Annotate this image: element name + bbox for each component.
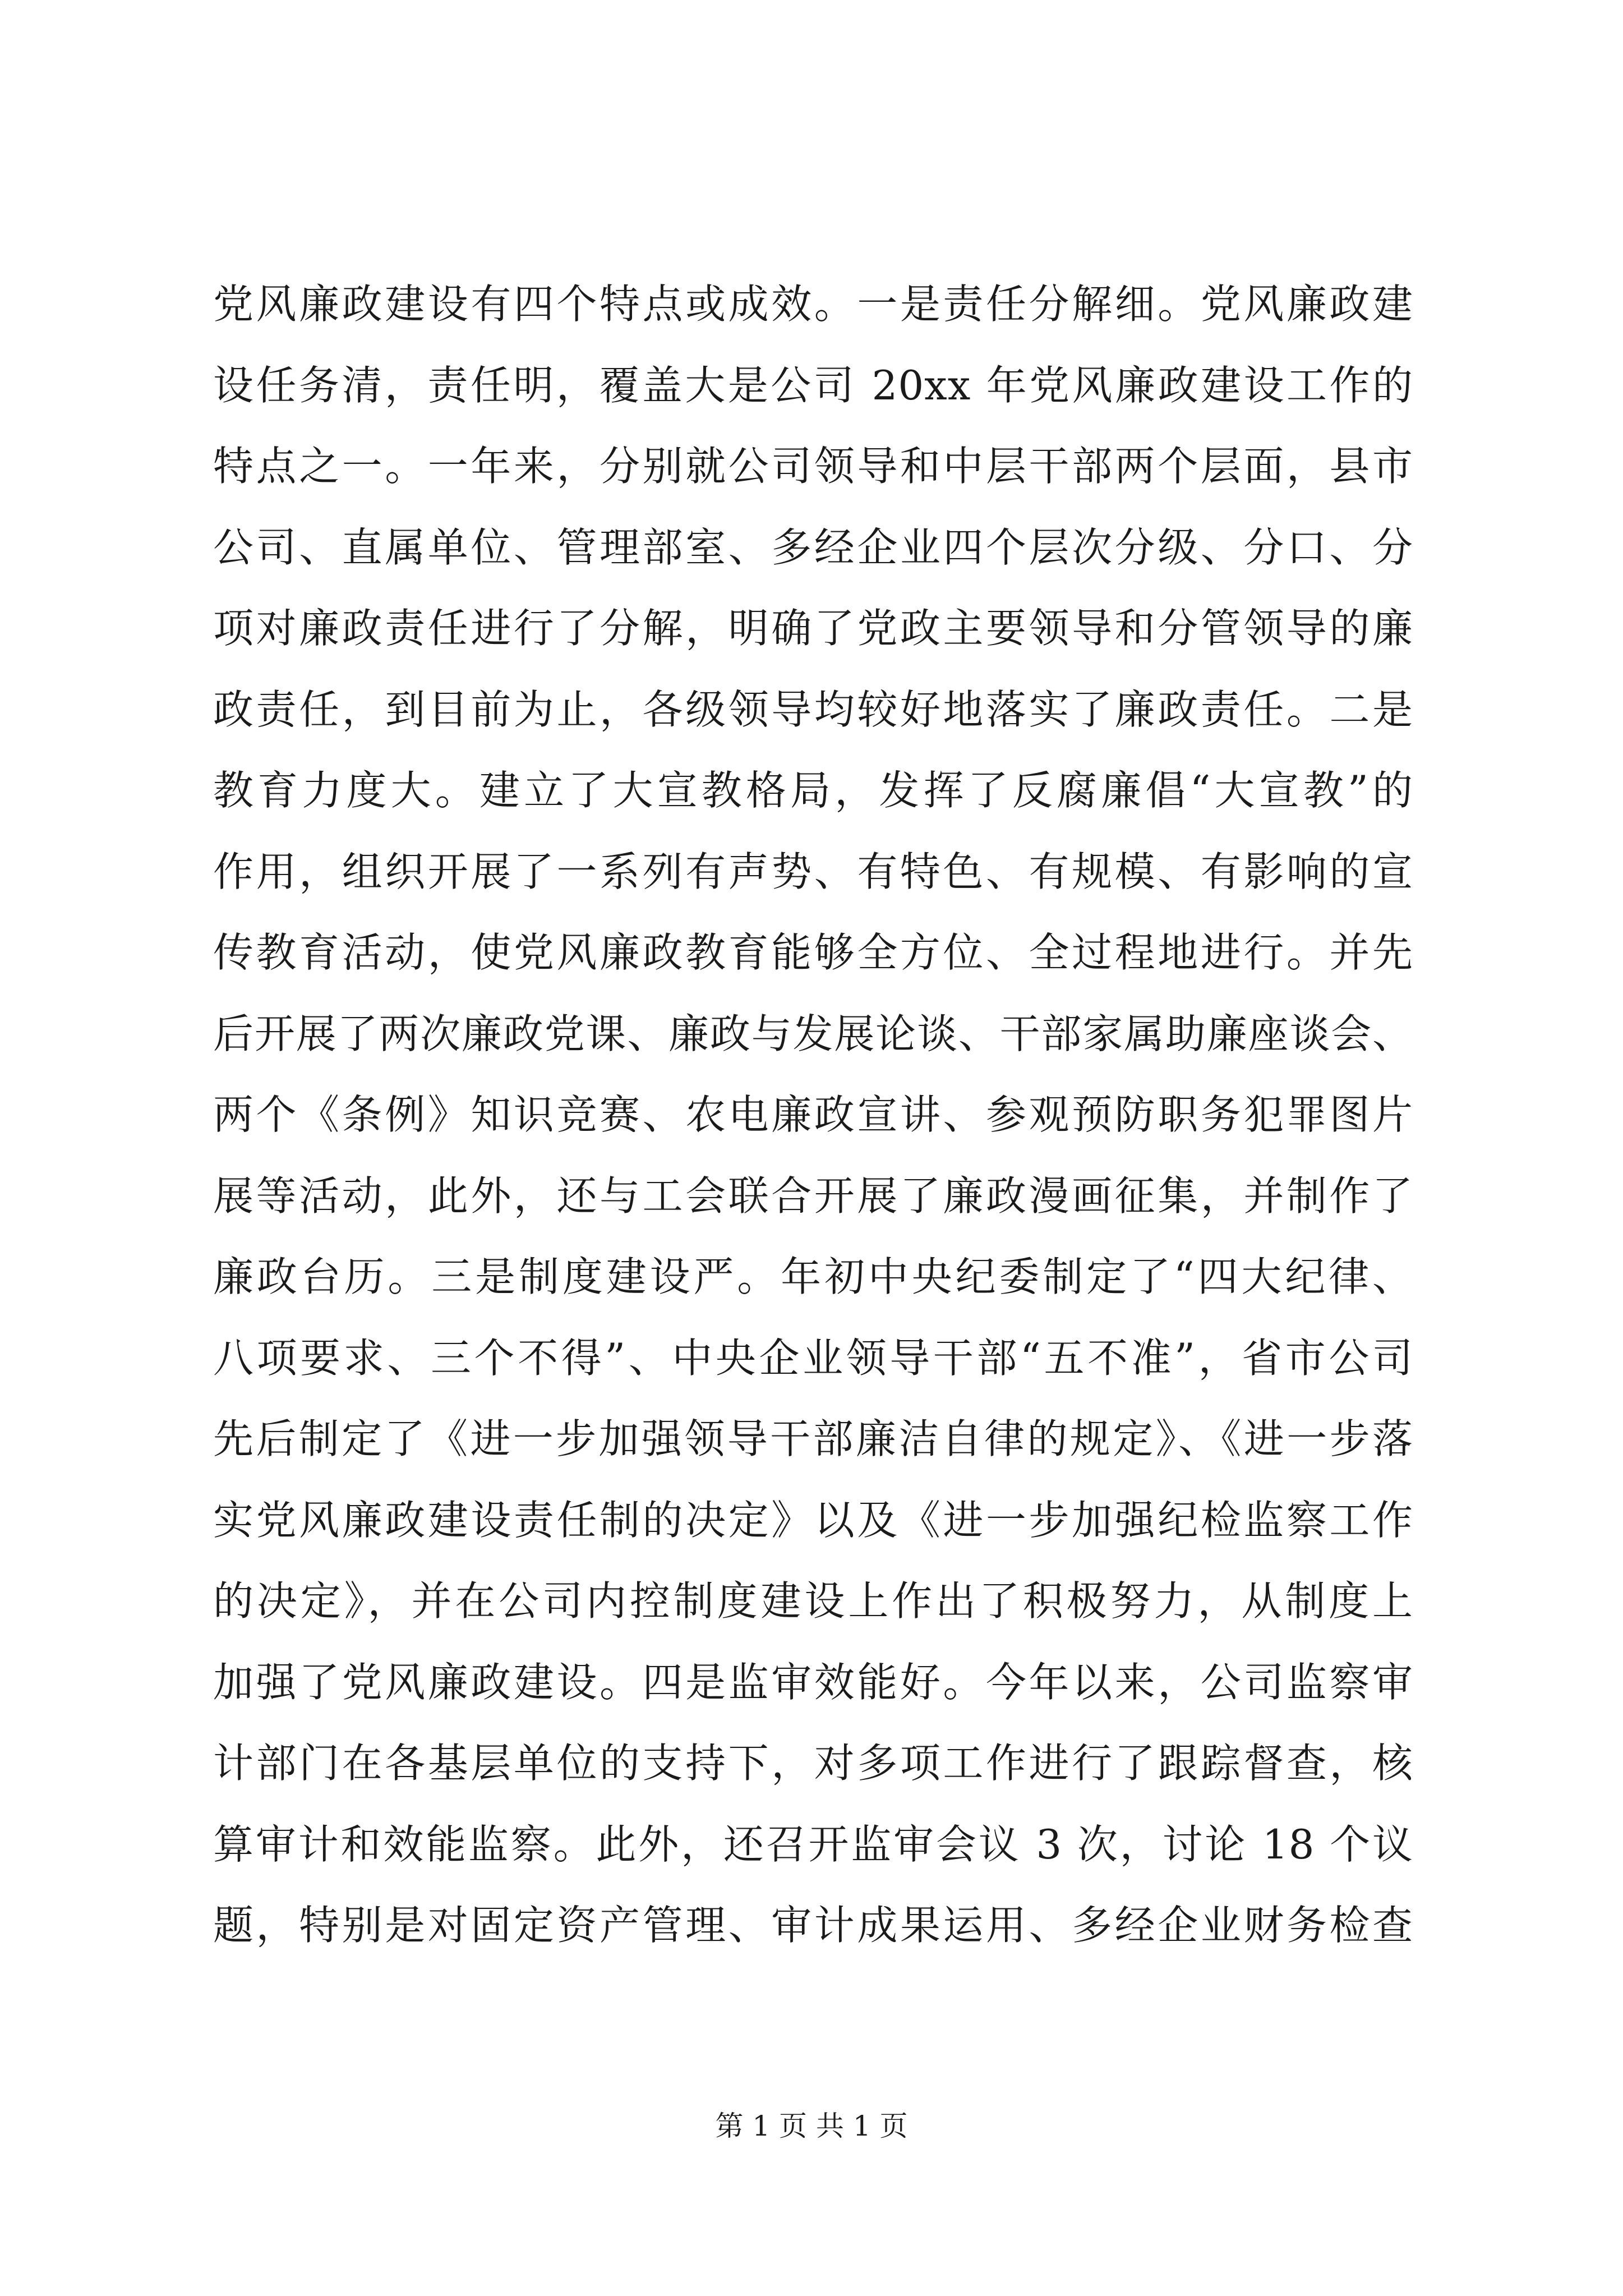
body-paragraph (213, 264, 1413, 1966)
text-line: 设任务清，责任明，覆盖大是公司 20xx 年党风廉政建设工作的 (213, 361, 1413, 409)
page-footer (0, 2109, 1623, 2143)
text-line: 特点之一。一年来，分别就公司领导和中层干部两个层面，县市 (213, 443, 1413, 490)
text-line: 传教育活动，使党风廉政教育能够全方位、全过程地进行。并先 (213, 929, 1413, 976)
page-number-label: 第 1 页 共 1 页 (715, 2110, 908, 2142)
text-line: 后开展了两次廉政党课、廉政与发展论谈、干部家属助廉座谈会、 (213, 1010, 1413, 1057)
text-line: 算审计和效能监察。此外，还召开监审会议 3 次，讨论 18 个议 (213, 1820, 1413, 1868)
text-line: 廉政台历。三是制度建设严。年初中央纪委制定了“四大纪律、 (213, 1253, 1413, 1300)
text-line: 题，特别是对固定资产管理、审计成果运用、多经企业财务检查 (213, 1902, 1413, 1949)
text-line: 加强了党风廉政建设。四是监审效能好。今年以来，公司监察审 (213, 1658, 1413, 1706)
text-line: 八项要求、三个不得”、中央企业领导干部“五不准”，省市公司 (213, 1334, 1413, 1382)
text-line: 的决定》，并在公司内控制度建设上作出了积极努力，从制度上 (213, 1577, 1413, 1625)
text-line: 党风廉政建设有四个特点或成效。一是责任分解细。党风廉政建 (213, 280, 1413, 328)
text-line: 计部门在各基层单位的支持下，对多项工作进行了跟踪督查，核 (213, 1740, 1413, 1787)
text-line: 政责任，到目前为止，各级领导均较好地落实了廉政责任。二是 (213, 685, 1413, 733)
text-line: 先后制定了《进一步加强领导干部廉洁自律的规定》、《进一步落 (213, 1415, 1413, 1462)
text-line: 实党风廉政建设责任制的决定》以及《进一步加强纪检监察工作 (213, 1496, 1413, 1544)
text-line: 项对廉政责任进行了分解，明确了党政主要领导和分管领导的廉 (213, 605, 1413, 652)
text-line: 教育力度大。建立了大宣教格局，发挥了反腐廉倡“大宣教”的 (213, 767, 1413, 814)
text-line: 展等活动，此外，还与工会联合开展了廉政漫画征集，并制作了 (213, 1172, 1413, 1220)
text-line: 作用，组织开展了一系列有声势、有特色、有规模、有影响的宣 (213, 848, 1413, 895)
text-line: 公司、直属单位、管理部室、多经企业四个层次分级、分口、分 (213, 523, 1413, 571)
text-line: 两个《条例》知识竞赛、农电廉政宣讲、参观预防职务犯罪图片 (213, 1091, 1413, 1138)
